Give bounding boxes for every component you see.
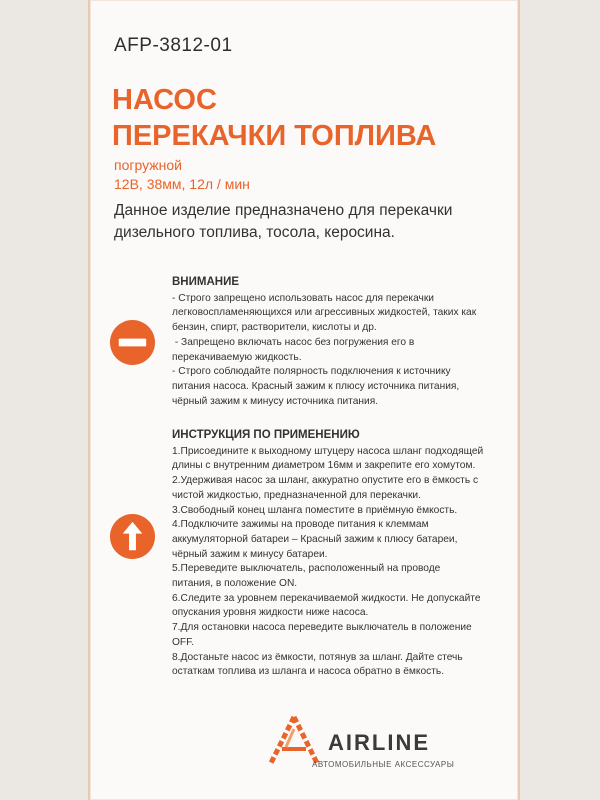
instruction-line: чистой жидкостью, предназначенной для перекачки. [172,489,421,501]
product-title [112,82,436,154]
brand-tagline: АВТОМОБИЛЬНЫЕ АКСЕССУАРЫ [312,760,455,769]
brand-name: AIRLINE [328,730,430,755]
product-type: погружной [114,157,182,173]
instruction-line: 3.Свободный конец шланга поместите в приёмную ёмкость. [172,504,458,516]
no-entry-icon [109,319,156,366]
instructions-heading: ИНСТРУКЦИЯ ПО ПРИМЕНЕНИЮ [172,429,360,441]
product-specs: 12В, 38мм, 12л / мин [114,176,250,192]
warning-section [172,275,497,409]
warning-line: питания насоса. Красный зажим к плюсу источника питания, [172,380,460,392]
warning-line: - Запрещено включать насос без погружения его в [172,336,415,348]
instruction-line: OFF. [172,636,195,648]
instruction-line: 8.Достаньте насос из ёмкости, потянув за шланг. Дайте стечь [172,651,463,663]
warning-line: перекачиваемую жидкость. [172,351,302,363]
warning-line: бензин, спирт, растворители, кислоты и др. [172,322,377,334]
instruction-line: 1.Присоедините к выходному штуцеру насоса шланг подходящей [172,445,484,457]
title-line-2: ПЕРЕКАЧКИ ТОПЛИВА [112,120,437,152]
instruction-line: длины с внутренним диаметром 16мм и закрепите его хомутом. [172,460,476,472]
title-line-1: НАСОС [112,84,217,116]
warning-line: легковоспламеняющихся или агрессивных жидкостей, таких как [172,307,477,319]
instructions-section [172,428,497,680]
product-code: AFP-3812-01 [114,35,233,56]
instruction-line: питания, в положение ON. [172,578,298,590]
warning-heading: ВНИМАНИЕ [172,276,240,288]
instruction-line: 7.Для остановки насоса переведите выключатель в положение [172,622,472,634]
instruction-line: 5.Переведите выключатель, расположенный на проводе [172,563,441,575]
instruction-line: чёрный зажим к минусу батареи. [172,548,328,560]
warning-line: - Строго запрещено использовать насос для перекачки [172,292,434,304]
instruction-line: 4.Подключите зажимы на проводе питания к клеммам [172,519,429,531]
warning-line: чёрный зажим к минусу источника питания. [172,395,379,407]
product-description [114,200,499,244]
instruction-line: остаткам топлива из шланга и насоса обратно в ёмкость. [172,666,445,678]
description-line-1: Данное изделие предназначено для перекачки [114,202,453,219]
instruction-line: аккумуляторной батареи – Красный зажим к плюсу батареи, [172,533,458,545]
instruction-line: опускания уровня жидкости ниже насоса. [172,607,369,619]
description-line-2: дизельного топлива, тосола, керосина. [114,224,395,241]
warning-line: - Строго соблюдайте полярность подключения к источнику [172,366,451,378]
up-arrow-icon [109,513,156,560]
instruction-line: 6.Следите за уровнем перекачиваемой жидкости. Не допускайте [172,592,481,604]
instruction-line: 2.Удерживая насос за шланг, аккуратно опустите его в ёмкость с [172,475,479,487]
